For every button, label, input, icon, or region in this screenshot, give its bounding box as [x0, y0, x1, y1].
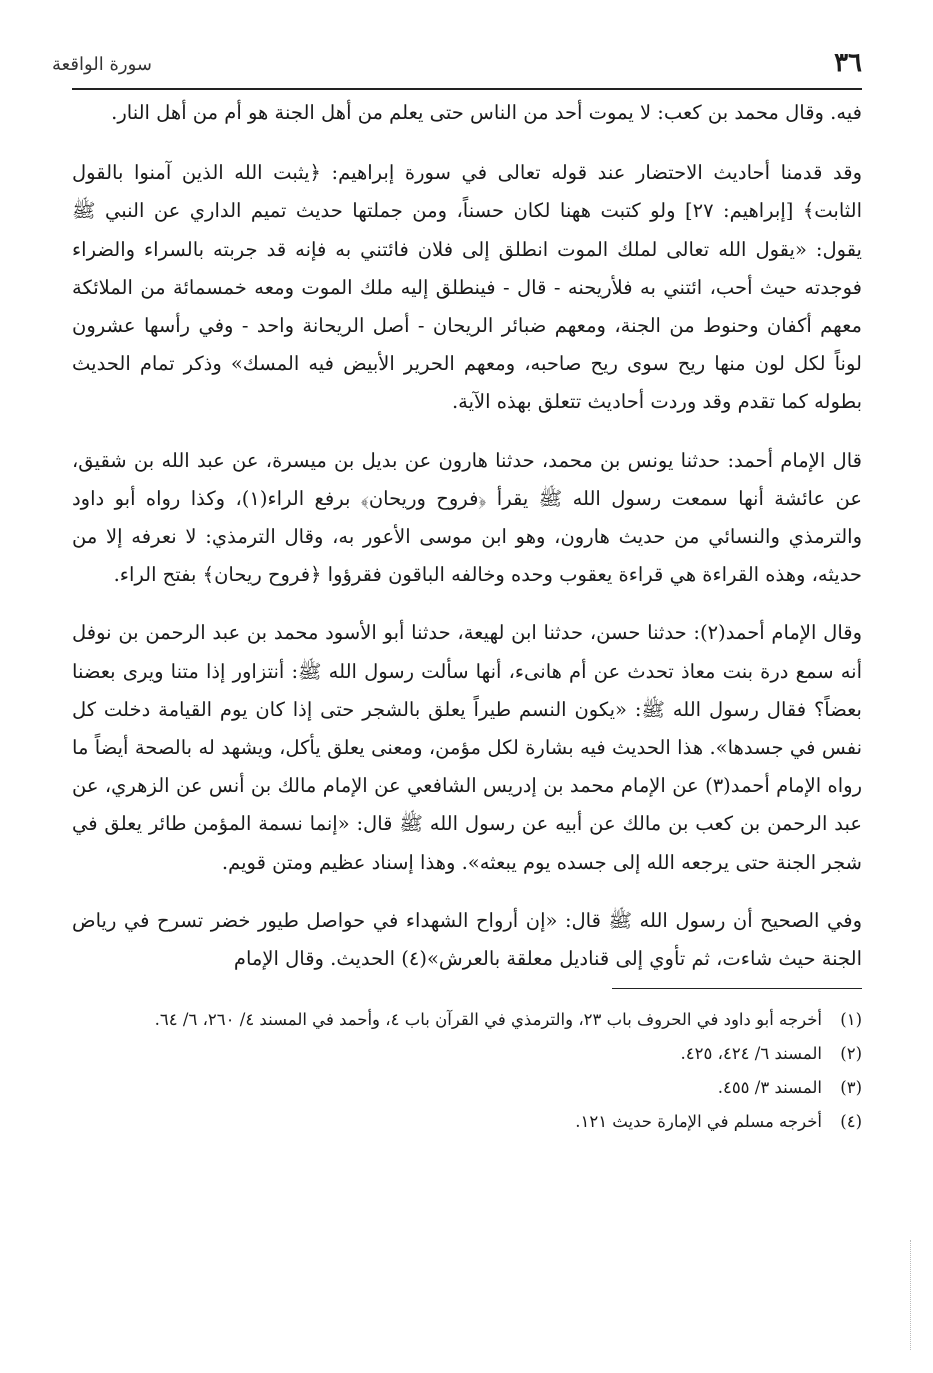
footnotes [72, 1003, 862, 1139]
paragraph [72, 154, 862, 421]
footnote-text: أخرجه أبو داود في الحروف باب ٢٣، والترمذي في القرآن باب ٤، وأحمد في المسند ٤/ ٢٦٠، ٦/ ٦٤. [154, 1010, 822, 1030]
footnote-text: المسند ٣/ ٤٥٥. [717, 1078, 822, 1098]
page-edge-shadow [896, 1240, 911, 1350]
surah-title: سورة الواقعة [52, 54, 152, 75]
footnote [72, 1105, 862, 1139]
paragraph-text: فيه. وقال محمد بن كعب: لا يموت أحد من الناس حتى يعلم من أهل الجنة هو أم من أهل النار. [111, 101, 862, 124]
paragraph-text: وفي الصحيح أن رسول الله ﷺ قال: «إن أرواح الشهداء في حواصل طيور خضر تسرح في رياض الجنة حيث شاءت، ثم تأوي إلى قناديل معلقة بالعرش»(٤) الحديث. وقال الإمام [72, 908, 862, 971]
page-header [52, 40, 862, 90]
footnote-number: (٣) [840, 1078, 862, 1098]
paragraph [72, 614, 862, 881]
footnote [72, 1071, 862, 1105]
footnote-number: (٤) [840, 1112, 862, 1132]
book-page [52, 40, 862, 1340]
paragraph-text: وقد قدمنا أحاديث الاحتضار عند قوله تعالى في سورة إبراهيم: ﴿يثبت الله الذين آمنوا بالقول الثابت﴾ [إبراهيم: ٢٧] ولو كتبت ههنا لكان حسناً، ومن جملتها حديث تميم الداري عن النبي ﷺ يقول: «يقول الله تعالى لملك الموت انطلق إلى فلان فائتني به فإنه قد جربته بالسراء والضراء فوجدته حيث أحب، ائتني به فلأريحنه - قال - فينطلق إليه ملك الموت ومعه خمسمائة من الملائكة معهم أكفان وحنوط من الجنة، ومعهم ضبائر الريحان - أصل الريحانة واحد - وفي رأسها عشرون لوناً لكل لون منها ريح سوى ريح صاحبه، ومعهم الحرير الأبيض فيه المسك» وذكر تمام الحديث بطوله كما تقدم وقد وردت أحاديث تتعلق بهذه الآية. [72, 161, 862, 414]
footnote [72, 1037, 862, 1071]
main-text [72, 94, 862, 978]
footnote-divider [612, 988, 862, 989]
footnote-text: أخرجه مسلم في الإمارة حديث ١٢١. [575, 1112, 822, 1132]
paragraph [72, 442, 862, 595]
paragraph-text: وقال الإمام أحمد(٢): حدثنا حسن، حدثنا ابن لهيعة، حدثنا أبو الأسود محمد بن عبد الرحمن بن نوفل أنه سمع درة بنت معاذ تحدث عن أم هانىء، أنها سألت رسول الله ﷺ: أنتزاور إذا متنا ويرى بعضنا بعضاً؟ فقال رسول الله ﷺ: «يكون النسم طيراً يعلق بالشجر حتى إذا كان يوم القيامة دخلت كل نفس في جسدها». هذا الحديث فيه بشارة لكل مؤمن، ومعنى يعلق يأكل، ويشهد له بالصحة أيضاً ما رواه الإمام أحمد(٣) عن الإمام محمد بن إدريس الشافعي عن الإمام مالك بن أنس عن الزهري، عن عبد الرحمن بن كعب بن مالك عن أبيه عن رسول الله ﷺ قال: «إنما نسمة المؤمن طائر يعلق في شجر الجنة حتى يرجعه الله إلى جسده يوم يبعثه». وهذا إسناد عظيم ومتن قويم. [72, 621, 862, 874]
footnote-number: (١) [840, 1010, 862, 1030]
footnote-number: (٢) [840, 1044, 862, 1064]
paragraph [72, 94, 862, 132]
paragraph [72, 902, 862, 978]
paragraph-text: قال الإمام أحمد: حدثنا يونس بن محمد، حدثنا هارون عن بديل بن ميسرة، عن عبد الله بن شقيق، عن عائشة أنها سمعت رسول الله ﷺ يقرأ ﴿فروح وريحان﴾ برفع الراء(١)، وكذا رواه أبو داود والترمذي والنسائي من حديث هارون، وهو ابن موسى الأعور به، وقال الترمذي: لا نعرفه إلا من حديثه، وهذه القراءة هي قراءة يعقوب وحده وخالفه الباقون فقرؤوا ﴿فروح ريحان﴾ بفتح الراء. [72, 448, 862, 587]
footnote-text: المسند ٦/ ٤٢٤، ٤٢٥. [680, 1044, 822, 1064]
footnote [72, 1003, 862, 1037]
page-number: ٣٦ [834, 48, 862, 78]
